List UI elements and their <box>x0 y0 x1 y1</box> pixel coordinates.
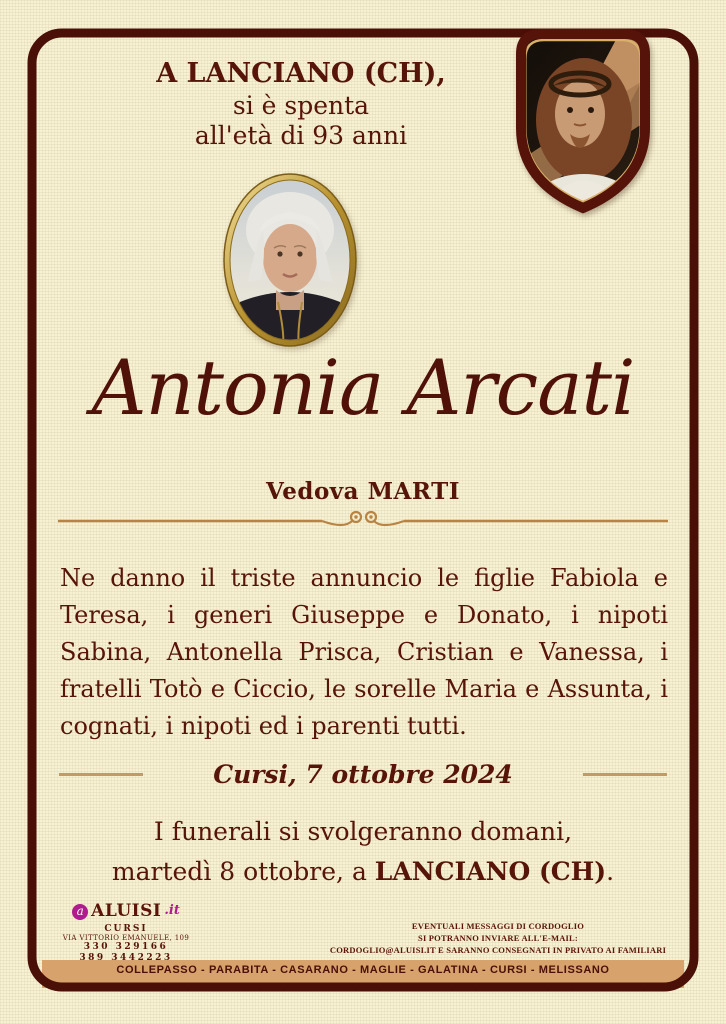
funeral-line2: martedì 8 ottobre, a LANCIANO (CH). <box>111 857 615 886</box>
funeral-line1: I funerali si svolgeranno domani, <box>153 817 573 846</box>
agency-brand: ALUISI <box>91 901 162 921</box>
deceased-name: Antonia Arcati <box>91 343 635 432</box>
agency-city: CURSI <box>104 923 148 934</box>
condolences-notice <box>318 920 678 956</box>
passed-line: si è spenta <box>232 90 370 120</box>
deceased-subtitle: Vedova MARTI <box>266 478 460 505</box>
place-line: A LANCIANO (CH), <box>156 58 446 89</box>
death-notice-heading <box>36 58 566 152</box>
age-line: all'età di 93 anni <box>194 121 408 151</box>
condolences-line2: SI POTRANNO INVIARE ALL'E-MAIL: <box>418 933 578 943</box>
funeral-info <box>0 812 726 892</box>
announcement-text: Ne danno il triste annuncio le figlie Fabiola e Teresa, i generi Giuseppe e Donato, i nipoti Sabina, Antonella Prisca, Cristian e Vanessa, i fratelli Totò e Ciccio, le sorelle Maria e Assunta, i cognati, i nipoti ed i parenti tutti. <box>60 564 668 740</box>
funeral-place: LANCIANO (CH) <box>374 857 607 886</box>
footer-towns: COLLEPASSO - PARABITA - CASARANO - MAGLIE - GALATINA - CURSI - MELISSANO <box>116 964 610 976</box>
agency-brand-row <box>46 902 206 922</box>
agency-phone1: 330 329166 <box>83 941 169 952</box>
dateline-right-rule <box>583 773 667 776</box>
dateline-row <box>36 760 690 789</box>
agency-phone2: 389 3442223 <box>79 952 173 963</box>
aluisi-logo-icon: a <box>72 904 88 920</box>
agency-address: VIA VITTORIO EMANUELE, 109 <box>62 933 190 942</box>
dateline-left-rule <box>59 773 143 776</box>
agency-block <box>46 902 206 964</box>
scroll-divider-ornament <box>58 508 668 534</box>
jesus-image <box>500 20 666 220</box>
condolences-line3: CORDOGLIO@ALUISI.IT E SARANNO CONSEGNATI IN PRIVATO AI FAMILIARI <box>329 945 667 955</box>
dateline-text: Cursi, 7 ottobre 2024 <box>213 760 513 789</box>
agency-brand-suffix: .it <box>164 903 180 919</box>
deceased-portrait <box>220 170 360 350</box>
condolences-line1: EVENTUALI MESSAGGI DI CORDOGLIO <box>411 921 585 931</box>
